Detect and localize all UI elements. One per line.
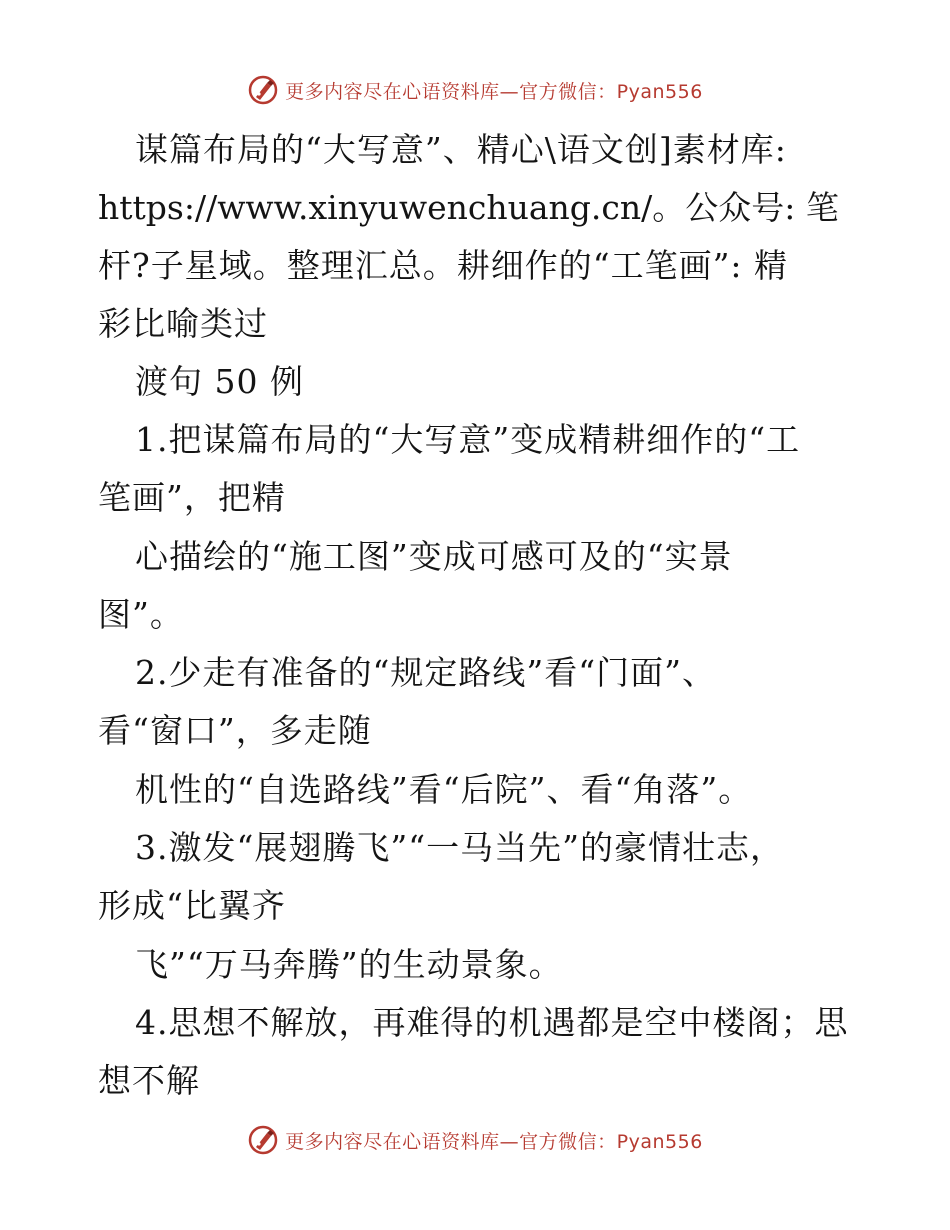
- text-line: 形成“比翼齐: [98, 886, 286, 925]
- text-line: 2.少走有准备的“规定路线”看“门面”、: [135, 653, 716, 692]
- text-line: 4.思想不解放，再难得的机遇都是空中楼阁；思: [135, 1003, 849, 1042]
- text-line: 渡句 50 例: [135, 362, 304, 401]
- text-line: 图”。: [98, 595, 184, 634]
- text-line: 笔画”，把精: [98, 478, 286, 517]
- text-line: https://www.xinyuwenchuang.cn/。公众号: 笔: [98, 188, 839, 227]
- text-line: 看“窗口”，多走随: [98, 711, 372, 750]
- text-line: 机性的“自选路线”看“后院”、看“角落”。: [135, 770, 753, 809]
- text-line: 3.激发“展翅腾飞”“一马当先”的豪情壮志，: [135, 828, 784, 867]
- pen-nib-logo-icon: [247, 1124, 279, 1156]
- bottom-banner-text: 更多内容尽在心语资料库—官方微信：Pyan556: [285, 1130, 703, 1153]
- text-line: 杆?子星域。整理汇总。耕细作的“工笔画”: 精: [98, 246, 789, 285]
- text-line: 想不解: [98, 1061, 200, 1100]
- top-banner-text: 更多内容尽在心语资料库—官方微信：Pyan556: [285, 80, 703, 103]
- text-line: 1.把谋篇布局的“大写意”变成精耕细作的“工: [135, 420, 801, 459]
- text-line: 飞”“万马奔腾”的生动景象。: [135, 945, 563, 984]
- bottom-watermark-banner: [0, 1120, 950, 1160]
- text-line: 谋篇布局的“大写意”、精心\语文创]素材库:: [135, 130, 787, 169]
- text-line: 彩比喻类过: [98, 304, 268, 343]
- text-line: 心描绘的“施工图”变成可感可及的“实景: [135, 537, 733, 576]
